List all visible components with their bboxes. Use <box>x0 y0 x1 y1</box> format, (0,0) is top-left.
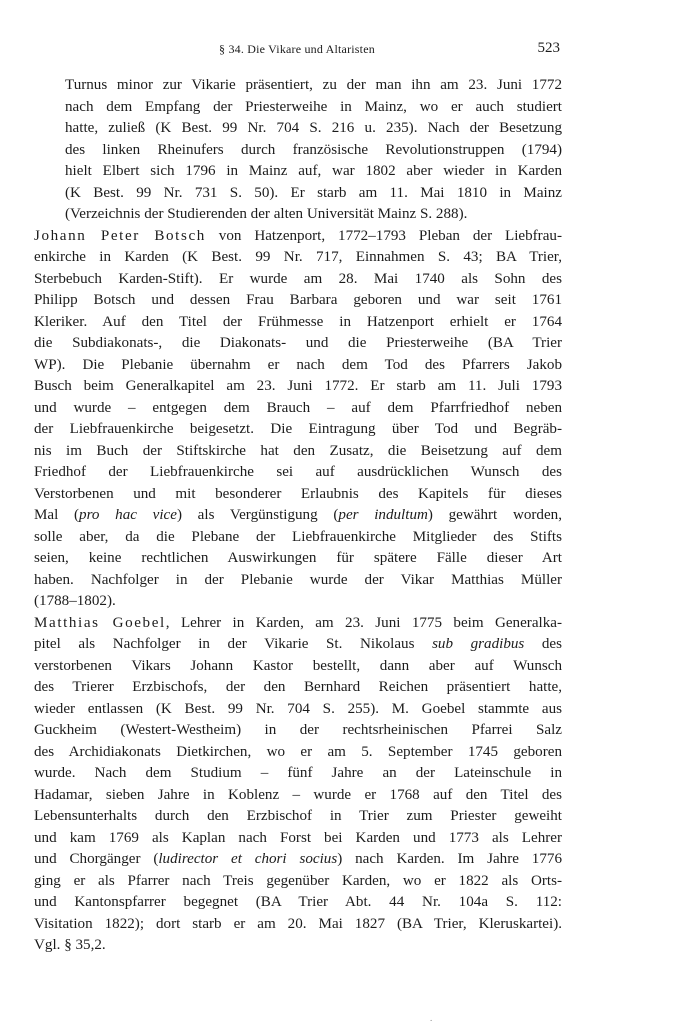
text-line <box>34 505 562 527</box>
text-line: wieder entlassen (K Best. 99 Nr. 704 S. 255). M. Goebel stammte aus <box>34 700 562 717</box>
text-line: und kam 1769 als Kaplan nach Forst bei Karden und 1773 als Lehrer <box>34 829 562 846</box>
text-line: WP). Die Plebanie übernahm er nach dem Tod des Pfarrers Jakob <box>34 356 562 373</box>
text-line: Guckheim (Westert-Westheim) in der rechtsrheinischen Pfarrei Salz <box>34 722 562 738</box>
text-line: hielt Elbert sich 1796 in Mainz auf, war 1802 aber wieder in Karden <box>65 163 562 179</box>
latin-term: pro hac vice <box>79 507 177 523</box>
text-run: und Chorgänger ( <box>34 851 159 867</box>
text-line: (Verzeichnis der Studierenden der alten Universität Mainz S. 288). <box>65 206 468 222</box>
paragraph-elbert-continuation <box>34 75 562 226</box>
text-line: und wurde – entgegen dem Brauch – auf dem Pfarrfriedhof neben <box>34 399 562 416</box>
running-head: § 34. Die Vikare und Altaristen <box>219 42 375 56</box>
page-header <box>34 40 560 60</box>
text-line: ging er als Pfarrer nach Treis gegenüber Karden, wo er 1822 als Orts- <box>34 872 562 889</box>
text-line: Vgl. § 35,2. <box>34 937 106 953</box>
page-number: 523 <box>537 40 560 56</box>
text-line <box>34 849 562 871</box>
text-line: Philipp Botsch und dessen Frau Barbara geboren und war seit 1761 <box>34 292 562 308</box>
text-line: solle aber, da die Plebane der Liebfrauenkirche Mitglieder des Stifts <box>34 528 562 545</box>
latin-term: ludirector et chori socius <box>158 851 338 867</box>
text-line: Hadamar, sieben Jahre in Koblenz – wurde er 1768 auf den Titel des <box>34 786 562 803</box>
text-line: (1788–1802). <box>34 593 116 609</box>
text-line: wurde. Nach dem Studium – fünf Jahre an der Lateinschule in <box>34 765 562 781</box>
text-run: ) gewährt worden, <box>427 507 562 523</box>
text-line: Sterbebuch Karden-Stift). Er wurde am 28. Mai 1740 als Sohn des <box>34 270 562 287</box>
text-line: hatte, zuließ (K Best. 99 Nr. 704 S. 216 u. 235). Nach der Besetzung <box>65 120 562 136</box>
text-run: ) nach Karden. Im Jahre 1776 <box>337 851 562 867</box>
text-line: seien, keine rechtlichen Auswirkungen für spätere Fälle dieser Art <box>34 550 562 566</box>
text-line: Visitation 1822); dort starb er am 20. Mai 1827 (BA Trier, Kleruskartei). <box>34 915 562 932</box>
text-line: des Trierer Erzbischofs, der den Bernhard Reichen präsentiert hatte, <box>34 679 562 695</box>
text-line: verstorbenen Vikars Johann Kastor bestellt, dann aber auf Wunsch <box>34 657 562 674</box>
person-name: Johann Peter Botsch <box>34 227 206 244</box>
text-line: haben. Nachfolger in der Plebanie wurde der Vikar Matthias Müller <box>34 571 562 588</box>
text-line <box>34 226 562 248</box>
text-run: pitel als Nachfolger in der Vikarie St. Nikolaus <box>34 636 433 652</box>
text-run: Mal ( <box>34 507 80 523</box>
text-run: ) als Vergünstigung ( <box>176 507 339 523</box>
text-run: , Lehrer in Karden, am 23. Juni 1775 beim Generalka- <box>165 614 562 631</box>
text-run: von Hatzenport, 1772–1793 Pleban der Liebfrau- <box>205 227 562 244</box>
body-text <box>34 75 562 957</box>
text-line: die Subdiakonats-, die Diakonats- und die Priesterweihe (BA Trier <box>34 335 562 351</box>
text-line: und Kantonspfarrer begegnet (BA Trier Abt. 44 Nr. 104a S. 112: <box>34 894 562 910</box>
text-line <box>34 634 562 656</box>
text-line: enkirche in Karden (K Best. 99 Nr. 717, Einnahmen S. 43; BA Trier, <box>34 249 562 265</box>
latin-term: per indultum <box>338 507 428 523</box>
text-line: Turnus minor zur Vikarie präsentiert, zu der man ihn am 23. Juni 1772 <box>65 77 562 93</box>
text-line: nis im Buch der Stiftskirche hat den Zusatz, die Beisetzung auf dem <box>34 442 562 459</box>
text-line: des linken Rheinufers durch französische Revolutionstruppen (1794) <box>65 141 562 158</box>
text-line: Verstorbenen und mit besonderer Erlaubnis des Kapitels für dieses <box>34 485 562 502</box>
text-line <box>34 613 562 635</box>
text-line: Friedhof der Liebfrauenkirche sei auf ausdrücklichen Wunsch des <box>34 464 562 480</box>
text-line: Kleriker. Auf den Titel der Frühmesse in Hatzenport erhielt er 1764 <box>34 313 562 330</box>
text-line: nach dem Empfang der Priesterweihe in Mainz, wo er auch studiert <box>65 98 562 115</box>
text-line: des Archidiakonats Dietkirchen, wo er am 5. September 1745 geboren <box>34 743 562 760</box>
person-name: Matthias Goebel <box>34 614 166 631</box>
text-line: der Liebfrauenkirche beigesetzt. Die Eintragung über Tod und Begräb- <box>34 421 562 437</box>
text-line: (K Best. 99 Nr. 731 S. 50). Er starb am 11. Mai 1810 in Mainz <box>65 184 562 201</box>
text-run: des <box>524 636 562 652</box>
text-line: Lebensunterhalts durch den Erzbischof in Trier zum Priester geweiht <box>34 808 562 824</box>
scan-speck: . <box>430 1013 433 1023</box>
text-line: Busch beim Generalkapitel am 23. Juni 1772. Er starb am 11. Juli 1793 <box>34 378 562 394</box>
latin-term: sub gradibus <box>432 636 525 652</box>
entry-matthias-goebel <box>34 613 562 957</box>
entry-johann-peter-botsch <box>34 226 562 613</box>
